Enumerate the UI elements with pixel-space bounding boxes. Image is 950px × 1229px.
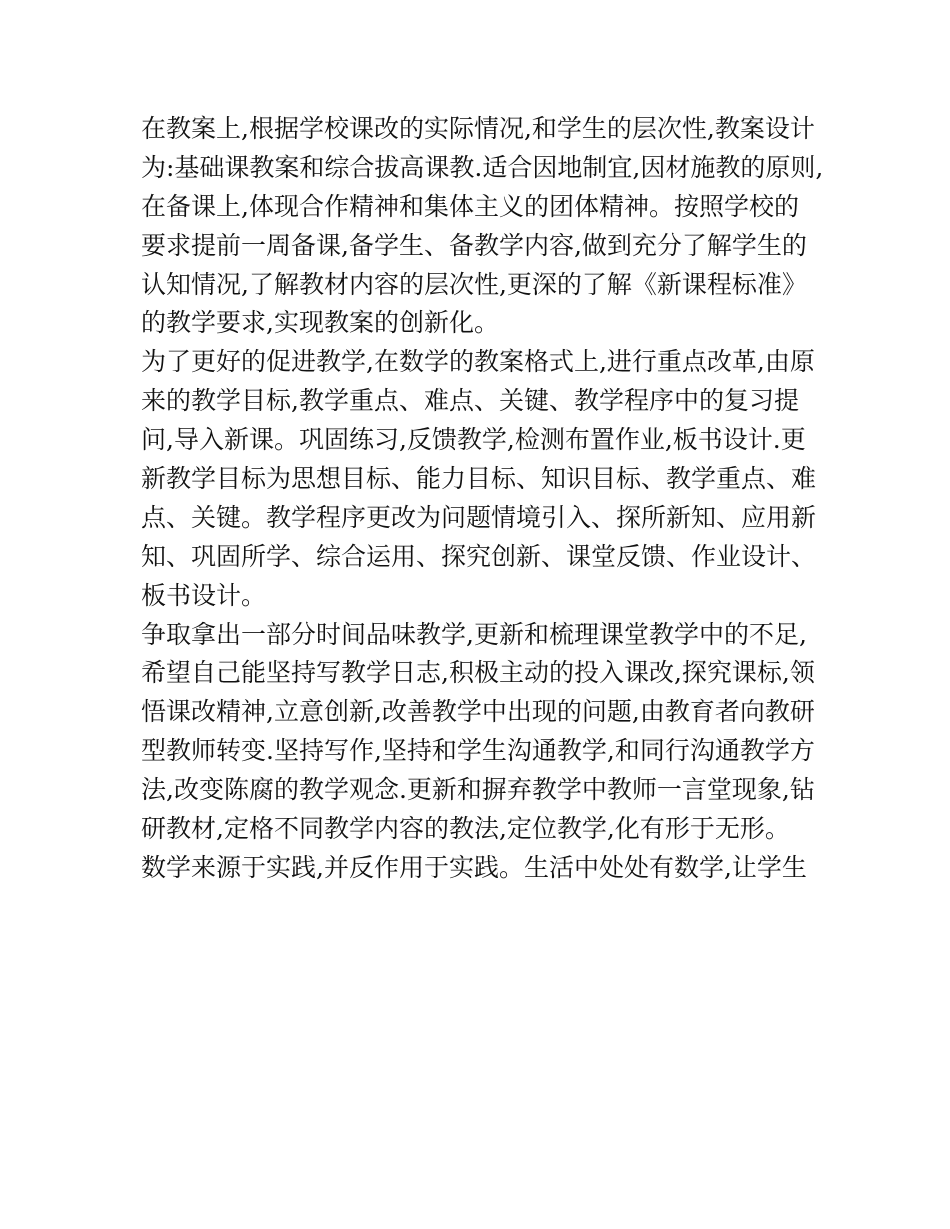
text-line: 争取拿出一部分时间品味教学,更新和梳理课堂教学中的不足, [141, 619, 807, 649]
text-line: 希望自己能坚持写教学日志,积极主动的投入课改,探究课标,领 [141, 658, 815, 688]
text-line: 点、关键。教学程序更改为问题情境引入、探所新知、应用新 [141, 502, 817, 532]
text-line: 数学来源于实践,并反作用于实践。生活中处处有数学,让学生 [141, 852, 807, 882]
text-line: 为了更好的促进教学,在数学的教案格式上,进行重点改革,由原 [141, 347, 815, 377]
text-line: 悟课改精神,立意创新,改善教学中出现的问题,由教育者向教研 [141, 697, 815, 727]
text-line: 要求提前一周备课,备学生、备教学内容,做到充分了解学生的 [141, 230, 807, 260]
text-line: 认知情况,了解教材内容的层次性,更深的了解《新课程标准》 [141, 269, 807, 299]
text-line: 在教案上,根据学校课改的实际情况,和学生的层次性,教案设计 [141, 114, 815, 143]
text-line: 来的教学目标,教学重点、难点、关键、教学程序中的复习提 [141, 386, 799, 416]
text-line: 在备课上,体现合作精神和集体主义的团体精神。按照学校的 [141, 191, 799, 221]
text-line: 的教学要求,实现教案的创新化。 [141, 308, 499, 338]
text-line: 板书设计。 [141, 580, 267, 610]
text-line: 法,改变陈腐的教学观念.更新和摒弃教学中教师一言堂现象,钻 [141, 775, 815, 805]
text-line: 知、巩固所学、综合运用、探究创新、课堂反馈、作业设计、 [141, 541, 817, 571]
text-line: 问,导入新课。巩固练习,反馈教学,检测布置作业,板书设计.更 [141, 425, 806, 455]
text-line: 新教学目标为思想目标、能力目标、知识目标、教学重点、难 [141, 464, 817, 494]
text-line: 为:基础课教案和综合拔高课教.适合因地制宜,因材施教的原则, [141, 152, 824, 182]
text-line: 研教材,定格不同教学内容的教法,定位教学,化有形于无形。 [141, 814, 790, 844]
text-line: 型教师转变.坚持写作,坚持和学生沟通教学,和同行沟通教学方 [141, 736, 815, 766]
document-body [141, 110, 824, 888]
